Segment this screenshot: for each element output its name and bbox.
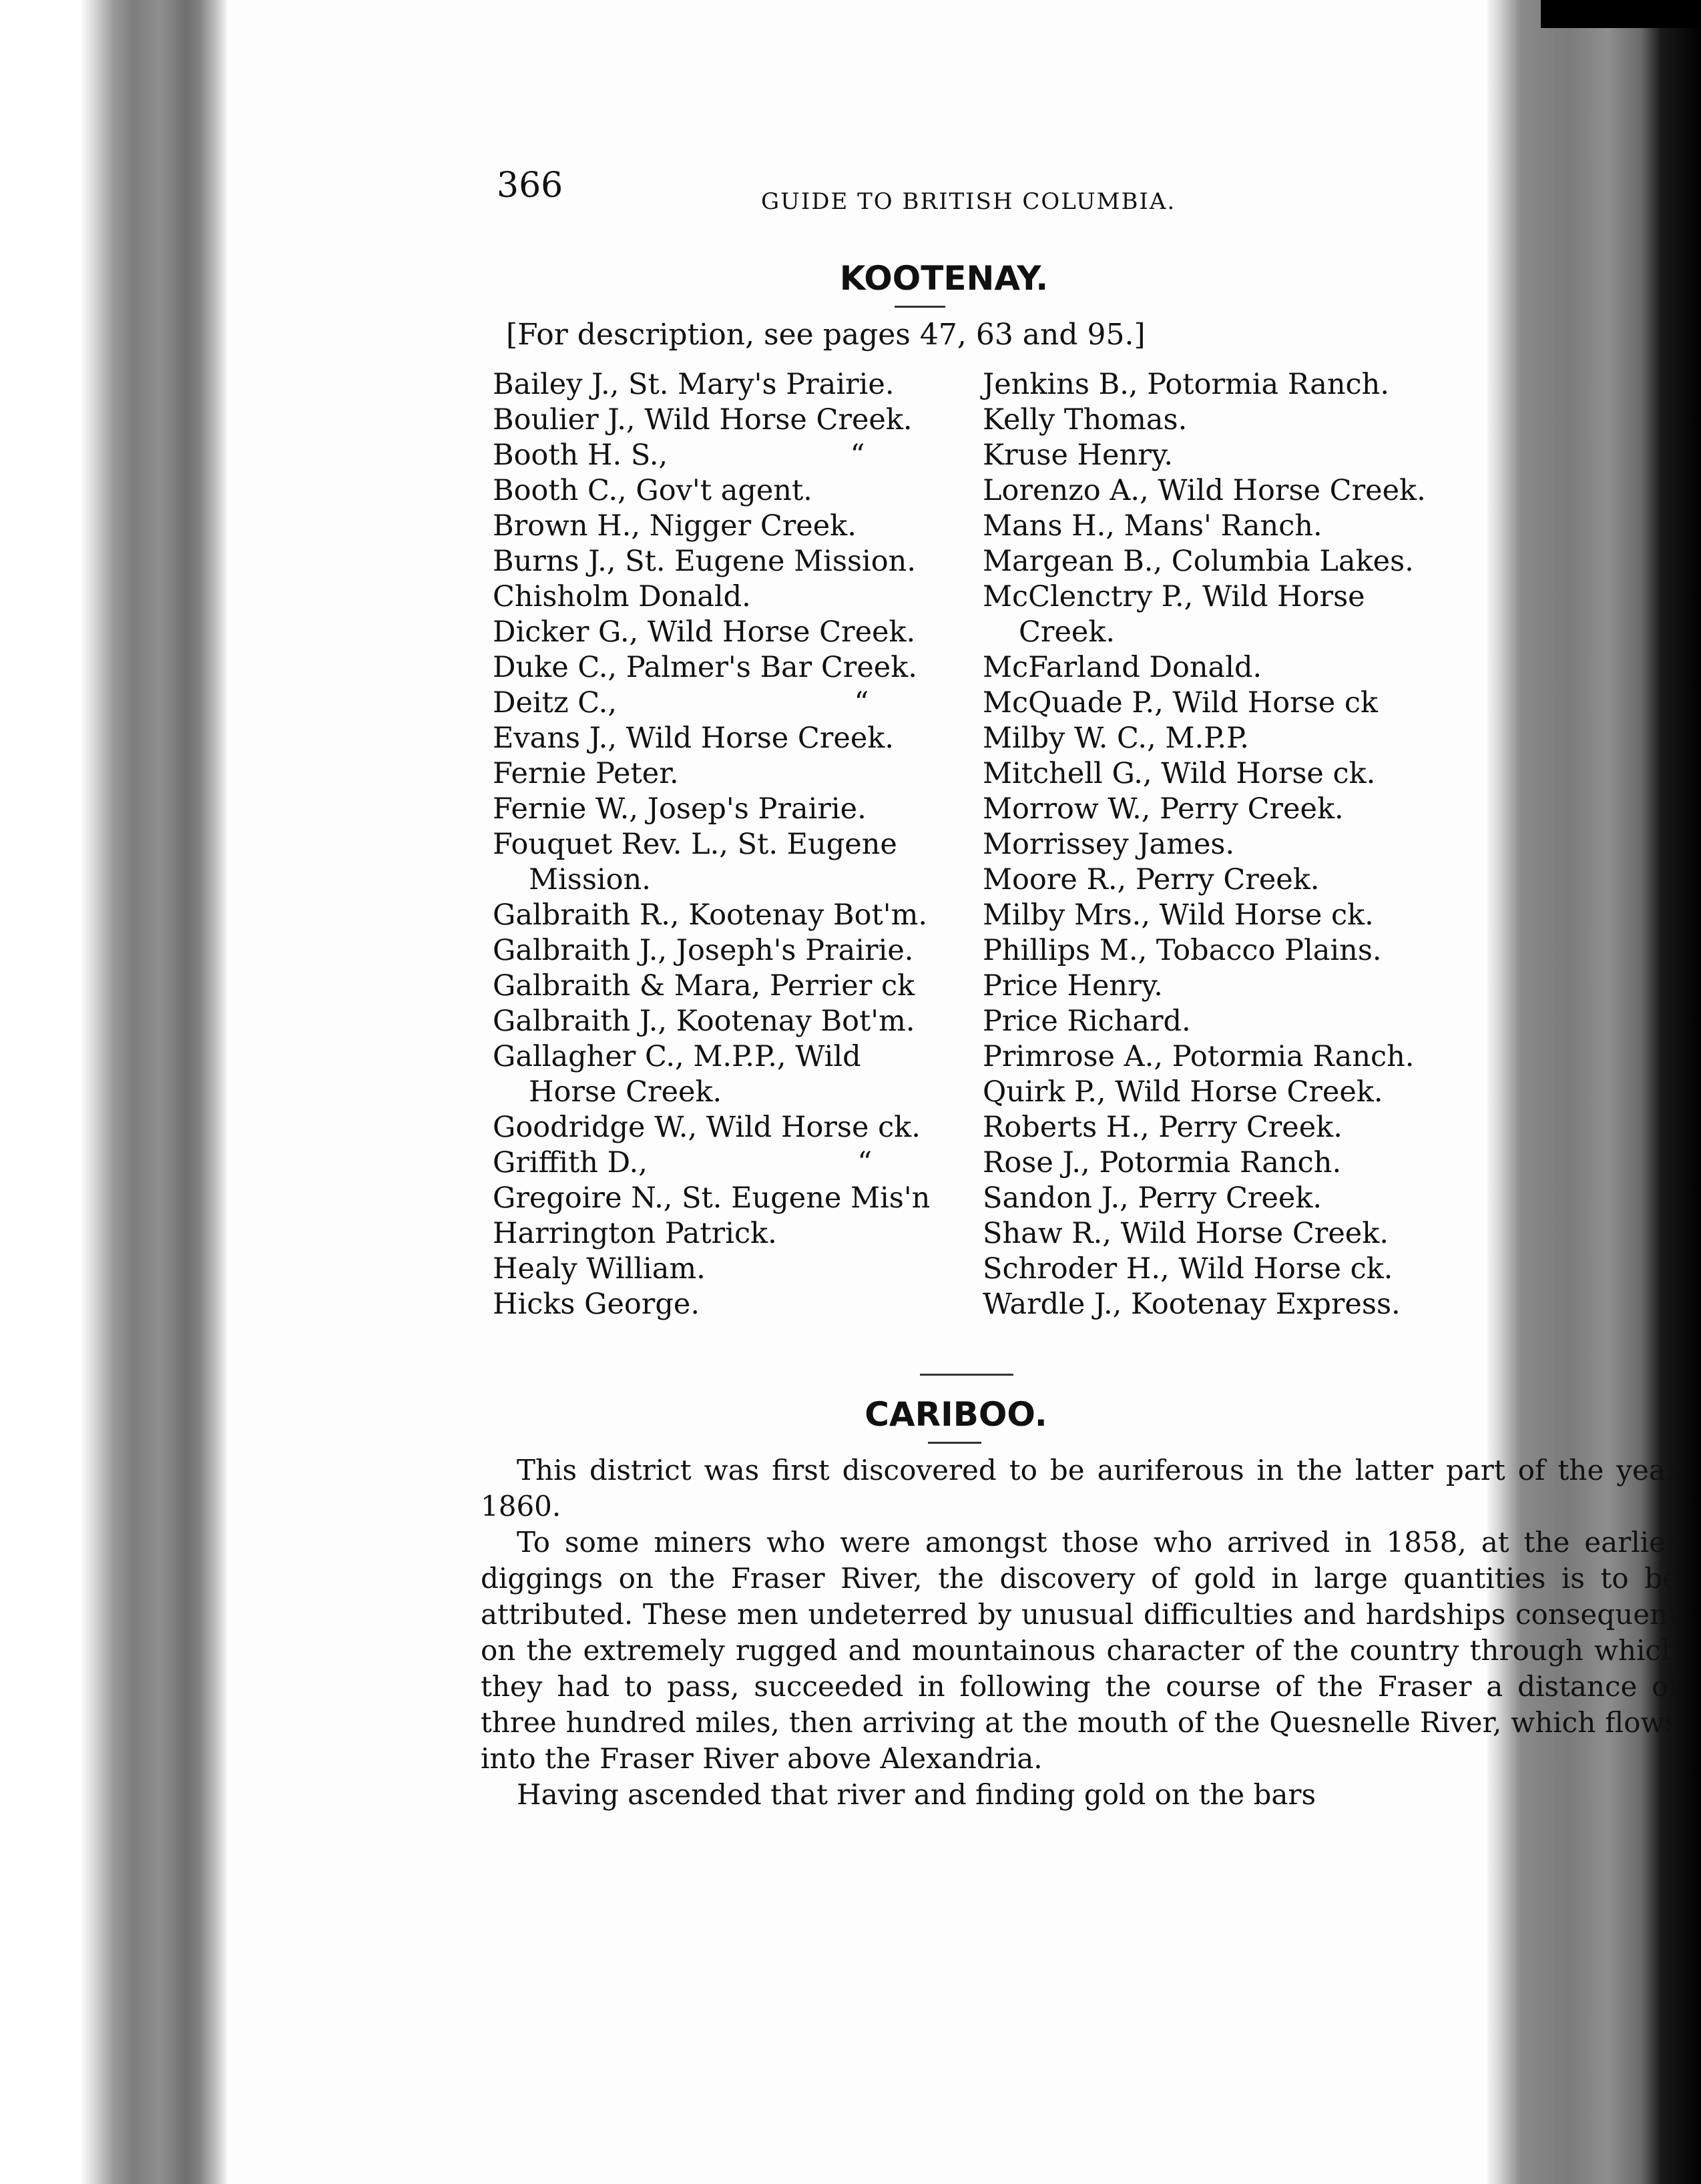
list-item: Rose J., Potormia Ranch. (983, 1146, 1342, 1179)
paragraph: This district was first discovered to be auriferous in the latter part of the year 1860. (481, 1454, 1679, 1523)
running-head (227, 166, 1487, 219)
list-item: Fernie Peter. (493, 757, 679, 790)
list-item: Kelly Thomas. (983, 403, 1188, 437)
heading-rule (895, 306, 945, 308)
list-item: Morrow W., Perry Creek. (983, 792, 1344, 826)
list-item: McQuade P., Wild Horse ck (983, 686, 1378, 720)
list-item: Duke C., Palmer's Bar Creek. (493, 651, 917, 684)
list-item: Bailey J., St. Mary's Prairie. (493, 368, 895, 401)
list-item: Morrissey James. (983, 828, 1235, 861)
list-item: Jenkins B., Potormia Ranch. (983, 368, 1389, 401)
kootenay-heading: KOOTENAY. (839, 259, 1049, 298)
list-item: Brown H., Nigger Creek. (493, 509, 857, 543)
list-item: Dicker G., Wild Horse Creek. (493, 615, 916, 649)
list-item: Healy William. (493, 1252, 706, 1286)
heading-rule (928, 1442, 981, 1444)
list-item: Roberts H., Perry Creek. (983, 1111, 1343, 1144)
list-item: McFarland Donald. (983, 651, 1262, 684)
section-divider (920, 1374, 1013, 1376)
list-item: Deitz C., “ (493, 686, 869, 720)
list-item: Margean B., Columbia Lakes. (983, 545, 1414, 578)
scan-border (1541, 0, 1701, 28)
list-item: Hicks George. (493, 1288, 700, 1321)
list-item: Mitchell G., Wild Horse ck. (983, 757, 1376, 790)
list-item: Milby Mrs., Wild Horse ck. (983, 898, 1374, 932)
paragraph: To some miners who were amongst those who arrived in 1858, at the earlier diggings on the Fraser River, the discovery of gold in large quantities is to be attributed. These men undeterred by unusual difficulties and hardships consequent on the extremely rugged and mountainous character of the country through which they had to pass, succeeded in following the course of the Fraser a distance of three hundred miles, then arriving at the mouth of the Quesnelle River, which flows into the Fraser River above Alexandria. (481, 1526, 1679, 1775)
list-item: Quirk P., Wild Horse Creek. (983, 1075, 1383, 1109)
list-item: Booth H. S., “ (493, 439, 865, 472)
list-item: Chisholm Donald. (493, 580, 751, 613)
list-item: Wardle J., Kootenay Express. (983, 1288, 1401, 1321)
list-item: Boulier J., Wild Horse Creek. (493, 403, 913, 437)
list-item: Evans J., Wild Horse Creek. (493, 722, 894, 755)
list-item: Galbraith J., Kootenay Bot'm. (493, 1005, 915, 1038)
list-item: Price Henry. (983, 969, 1163, 1003)
list-item: Horse Creek. (529, 1075, 722, 1109)
list-item: Goodridge W., Wild Horse ck. (493, 1111, 921, 1144)
list-item: Price Richard. (983, 1005, 1191, 1038)
list-item: Gregoire N., St. Eugene Mis'n (493, 1181, 931, 1215)
cariboo-heading: CARIBOO. (865, 1395, 1047, 1434)
list-item: Shaw R., Wild Horse Creek. (983, 1217, 1389, 1250)
book-spine-edge (0, 0, 227, 2184)
list-item: Burns J., St. Eugene Mission. (493, 545, 917, 578)
list-item: Milby W. C., M.P.P. (983, 722, 1249, 755)
list-item: Lorenzo A., Wild Horse Creek. (983, 474, 1426, 507)
list-item: Griffith D., “ (493, 1146, 873, 1179)
list-item: Booth C., Gov't agent. (493, 474, 812, 507)
list-item: McClenctry P., Wild Horse (983, 580, 1365, 613)
list-item: Gallagher C., M.P.P., Wild (493, 1040, 861, 1073)
book-page (227, 0, 1679, 2184)
list-item: Galbraith J., Joseph's Prairie. (493, 934, 914, 967)
cariboo-text (481, 1452, 1679, 1813)
list-item: Mans H., Mans' Ranch. (983, 509, 1322, 543)
list-item: Moore R., Perry Creek. (983, 863, 1320, 896)
list-item: Creek. (1019, 615, 1116, 649)
list-item: Galbraith R., Kootenay Bot'm. (493, 898, 928, 932)
description-note: [For description, see pages 47, 63 and 95.] (506, 318, 1146, 352)
list-item: Fouquet Rev. L., St. Eugene (493, 828, 897, 861)
list-item: Phillips M., Tobacco Plains. (983, 934, 1382, 967)
directory-left-column (493, 367, 980, 1322)
list-item: Schroder H., Wild Horse ck. (983, 1252, 1393, 1286)
directory-right-column (983, 367, 1701, 1322)
page-number: 366 (497, 166, 563, 206)
list-item: Kruse Henry. (983, 439, 1174, 472)
list-item: Fernie W., Josep's Prairie. (493, 792, 867, 826)
list-item: Galbraith & Mara, Perrier ck (493, 969, 915, 1003)
running-title: GUIDE TO BRITISH COLUMBIA. (761, 188, 1176, 215)
list-item: Mission. (529, 863, 651, 896)
list-item: Harrington Patrick. (493, 1217, 777, 1250)
list-item: Primrose A., Potormia Ranch. (983, 1040, 1415, 1073)
paragraph: Having ascended that river and finding gold on the bars (517, 1778, 1316, 1811)
list-item: Sandon J., Perry Creek. (983, 1181, 1322, 1215)
